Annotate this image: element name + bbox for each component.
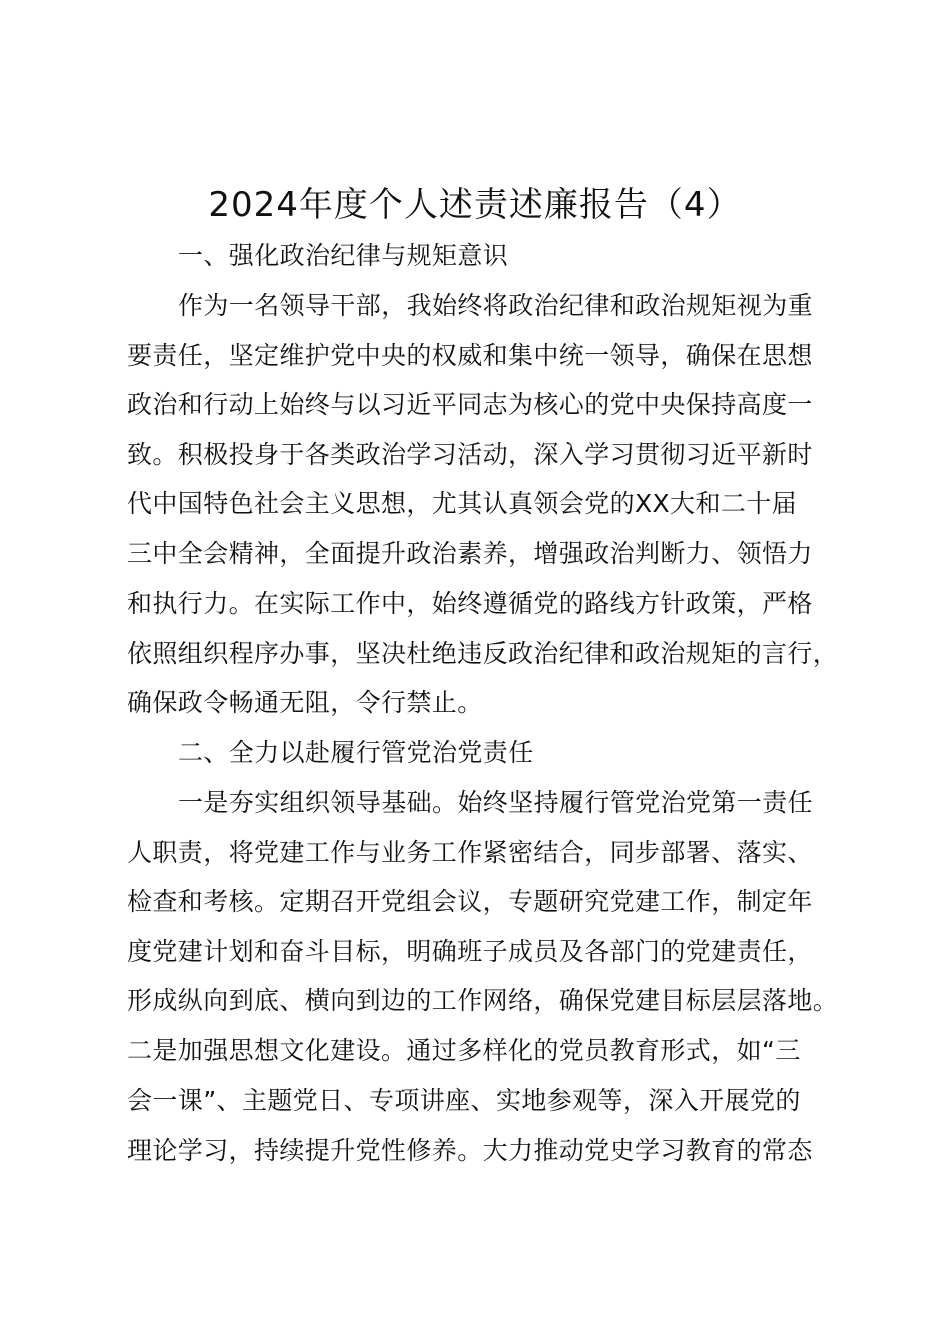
paragraph-line: 确保政令畅通无阻，令行禁止。 [127, 688, 483, 717]
section-heading-1: 一、强化政治纪律与规矩意识 [178, 241, 509, 270]
paragraph-line: 作为一名领导干部，我始终将政治纪律和政治规矩视为重 [178, 291, 814, 320]
paragraph-line: 检查和考核。定期召开党组会议，专题研究党建工作，制定年 [127, 887, 813, 916]
section-heading-2: 二、全力以赴履行管党治党责任 [178, 738, 534, 767]
paragraph-line: 和执行力。在实际工作中，始终遵循党的路线方针政策，严格 [127, 589, 813, 618]
paragraph-line: 致。积极投身于各类政治学习活动，深入学习贯彻习近平新时 [127, 440, 813, 469]
paragraph-line: 人职责，将党建工作与业务工作紧密结合，同步部署、落实、 [127, 838, 813, 867]
paragraph-line: 会一课”、主题党日、专项讲座、实地参观等，深入开展党的 [127, 1086, 801, 1115]
paragraph-line: 三中全会精神，全面提升政治素养，增强政治判断力、领悟力 [127, 539, 813, 568]
paragraph-line: 度党建计划和奋斗目标，明确班子成员及各部门的党建责任， [127, 937, 813, 966]
paragraph-line: 二是加强思想文化建设。通过多样化的党员教育形式，如“三 [127, 1036, 801, 1065]
paragraph-line: 理论学习，持续提升党性修养。大力推动党史学习教育的常态 [127, 1136, 813, 1165]
paragraph-line: 要责任，坚定维护党中央的权威和集中统一领导，确保在思想 [127, 341, 813, 370]
paragraph-line: 政治和行动上始终与以习近平同志为核心的党中央保持高度一 [127, 390, 813, 419]
document-title: 2024年度个人述责述廉报告（4） [208, 185, 742, 225]
paragraph-line: 形成纵向到底、横向到边的工作网络，确保党建目标层层落地。 [127, 986, 839, 1015]
paragraph-line: 一是夯实组织领导基础。始终坚持履行管党治党第一责任 [178, 788, 814, 817]
paragraph-line: 依照组织程序办事，坚决杜绝违反政治纪律和政治规矩的言行， [127, 639, 839, 668]
paragraph-line: 代中国特色社会主义思想，尤其认真领会党的XX大和二十届 [127, 489, 798, 518]
